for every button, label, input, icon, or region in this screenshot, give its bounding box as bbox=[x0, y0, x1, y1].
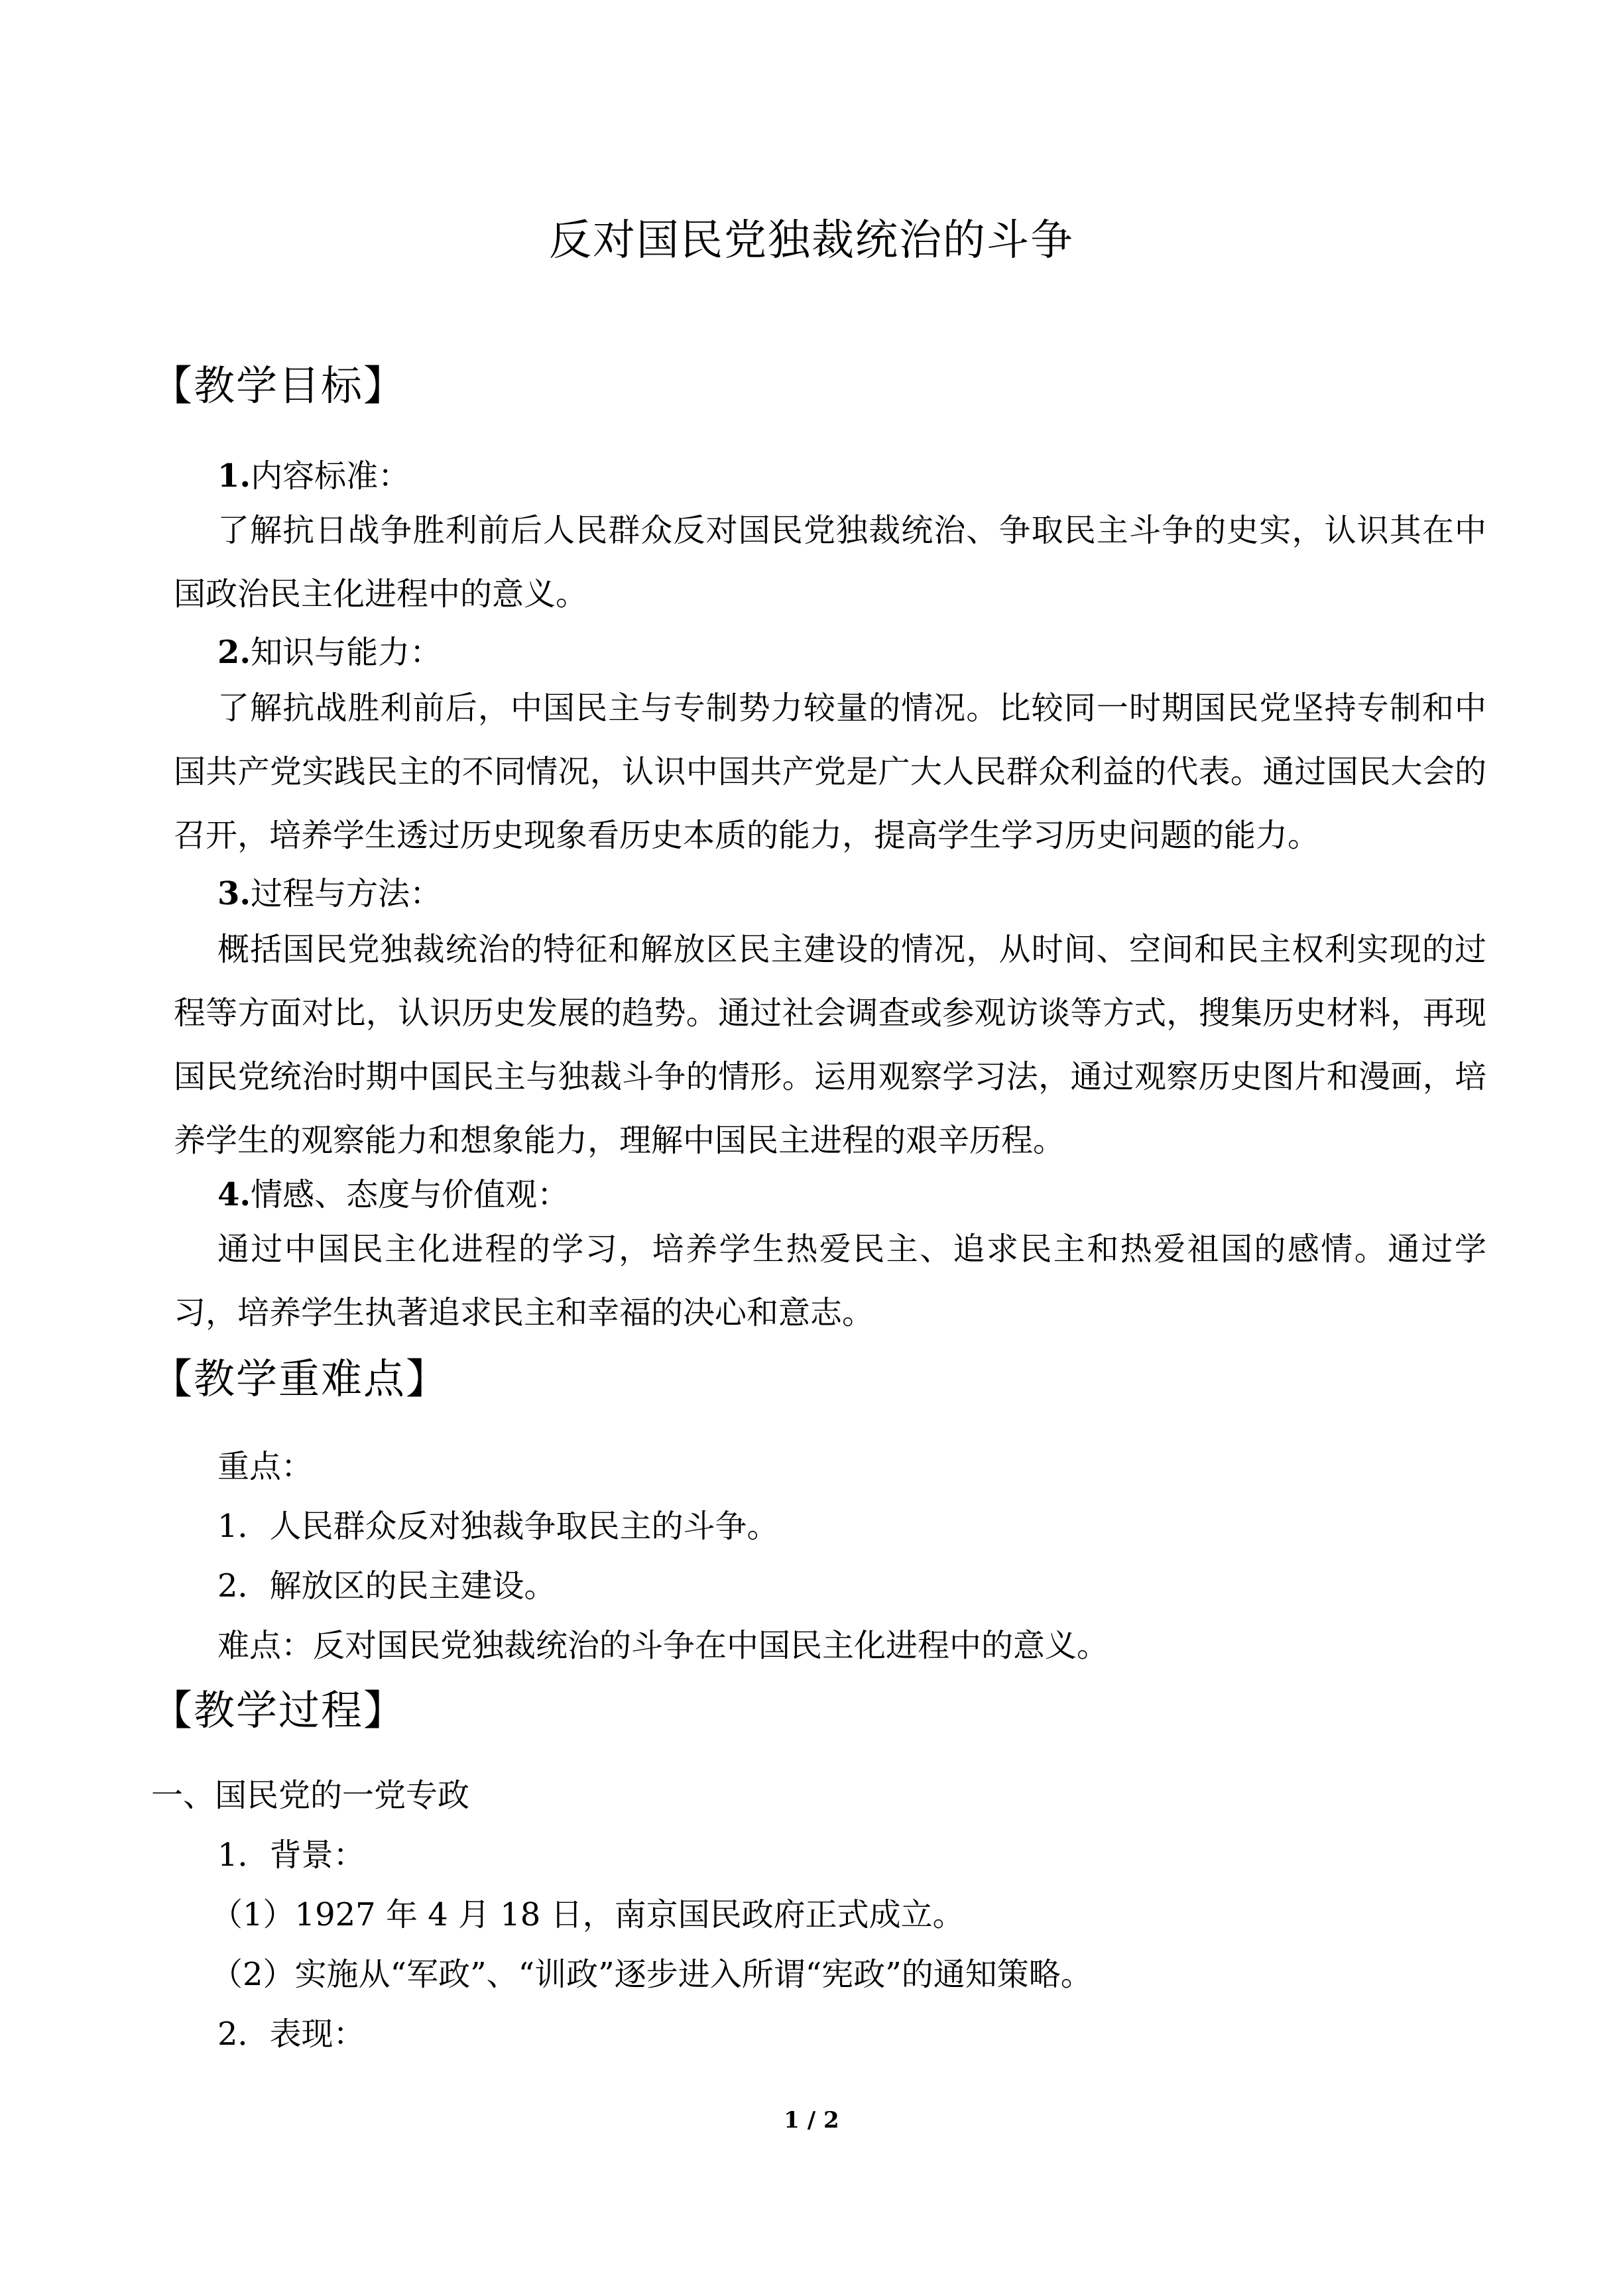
background-label: 1．背景： bbox=[217, 1837, 365, 1874]
difficulty-text: 难点：反对国民党独裁统治的斗争在中国民主化进程中的意义。 bbox=[217, 1627, 1109, 1664]
document-title: 反对国民党独裁统治的斗争 bbox=[549, 216, 1074, 265]
goal3-text: 概括国民党独裁统治的特征和解放区民主建设的情况，从时间、空间和民主权利实现的过程等方面对比，认识历史发展的趋势。通过社会调查或参观访谈等方式，搜集历史材料，再现国民党统治时期中国民主与独裁斗争的情形。运用观察学习法，通过观察历史图片和漫画，培养学生的观察能力和想象能力，理解中国民主进程的艰辛历程。 bbox=[174, 931, 1486, 1159]
section-heading-goals: 【教学目标】 bbox=[151, 361, 406, 410]
goal2-number: 2. bbox=[217, 634, 251, 671]
goal1-text: 了解抗日战争胜利前后人民群众反对国民党独裁统治、争取民主斗争的史实，认识其在中国政治民主化进程中的意义。 bbox=[174, 512, 1486, 613]
goal3-heading bbox=[217, 873, 442, 915]
goal1-number: 1. bbox=[217, 457, 251, 495]
background-item-2: （2）实施从“军政”、“训政”逐步进入所谓“宪政”的通知策略。 bbox=[211, 1956, 1093, 1993]
goal4-number: 4. bbox=[217, 1176, 251, 1213]
goal4-text: 通过中国民主化进程的学习，培养学生热爱民主、追求民主和热爱祖国的感情。通过学习，培养学生执著追求民主和幸福的决心和意志。 bbox=[174, 1231, 1486, 1331]
goal3-number: 3. bbox=[217, 875, 251, 912]
goal4-label: 情感、态度与价值观： bbox=[251, 1176, 570, 1213]
page-number: 1 / 2 bbox=[784, 2107, 839, 2134]
goal3-label: 过程与方法： bbox=[251, 875, 442, 912]
goal2-heading bbox=[217, 631, 442, 674]
section-heading-keypoints: 【教学重难点】 bbox=[151, 1355, 449, 1403]
key-item-1: 1．人民群众反对独裁争取民主的斗争。 bbox=[217, 1508, 779, 1545]
goal4-heading bbox=[217, 1174, 569, 1216]
key-item-2: 2．解放区的民主建设。 bbox=[217, 1567, 556, 1604]
goal2-label: 知识与能力： bbox=[251, 634, 442, 671]
goal1-label: 内容标准： bbox=[251, 457, 410, 495]
key-label: 重点： bbox=[217, 1448, 314, 1485]
background-item-1: （1）1927 年 4 月 18 日，南京国民政府正式成立。 bbox=[211, 1896, 965, 1933]
process-subheading-1: 一、国民党的一党专政 bbox=[151, 1777, 470, 1814]
section-heading-process: 【教学过程】 bbox=[151, 1686, 406, 1734]
goal1-heading bbox=[217, 455, 410, 497]
performance-label: 2．表现： bbox=[217, 2016, 365, 2053]
goal2-text: 了解抗战胜利前后，中国民主与专制势力较量的情况。比较同一时期国民党坚持专制和中国共产党实践民主的不同情况，认识中国共产党是广大人民群众利益的代表。通过国民大会的召开，培养学生透过历史现象看历史本质的能力，提高学生学习历史问题的能力。 bbox=[174, 690, 1486, 854]
